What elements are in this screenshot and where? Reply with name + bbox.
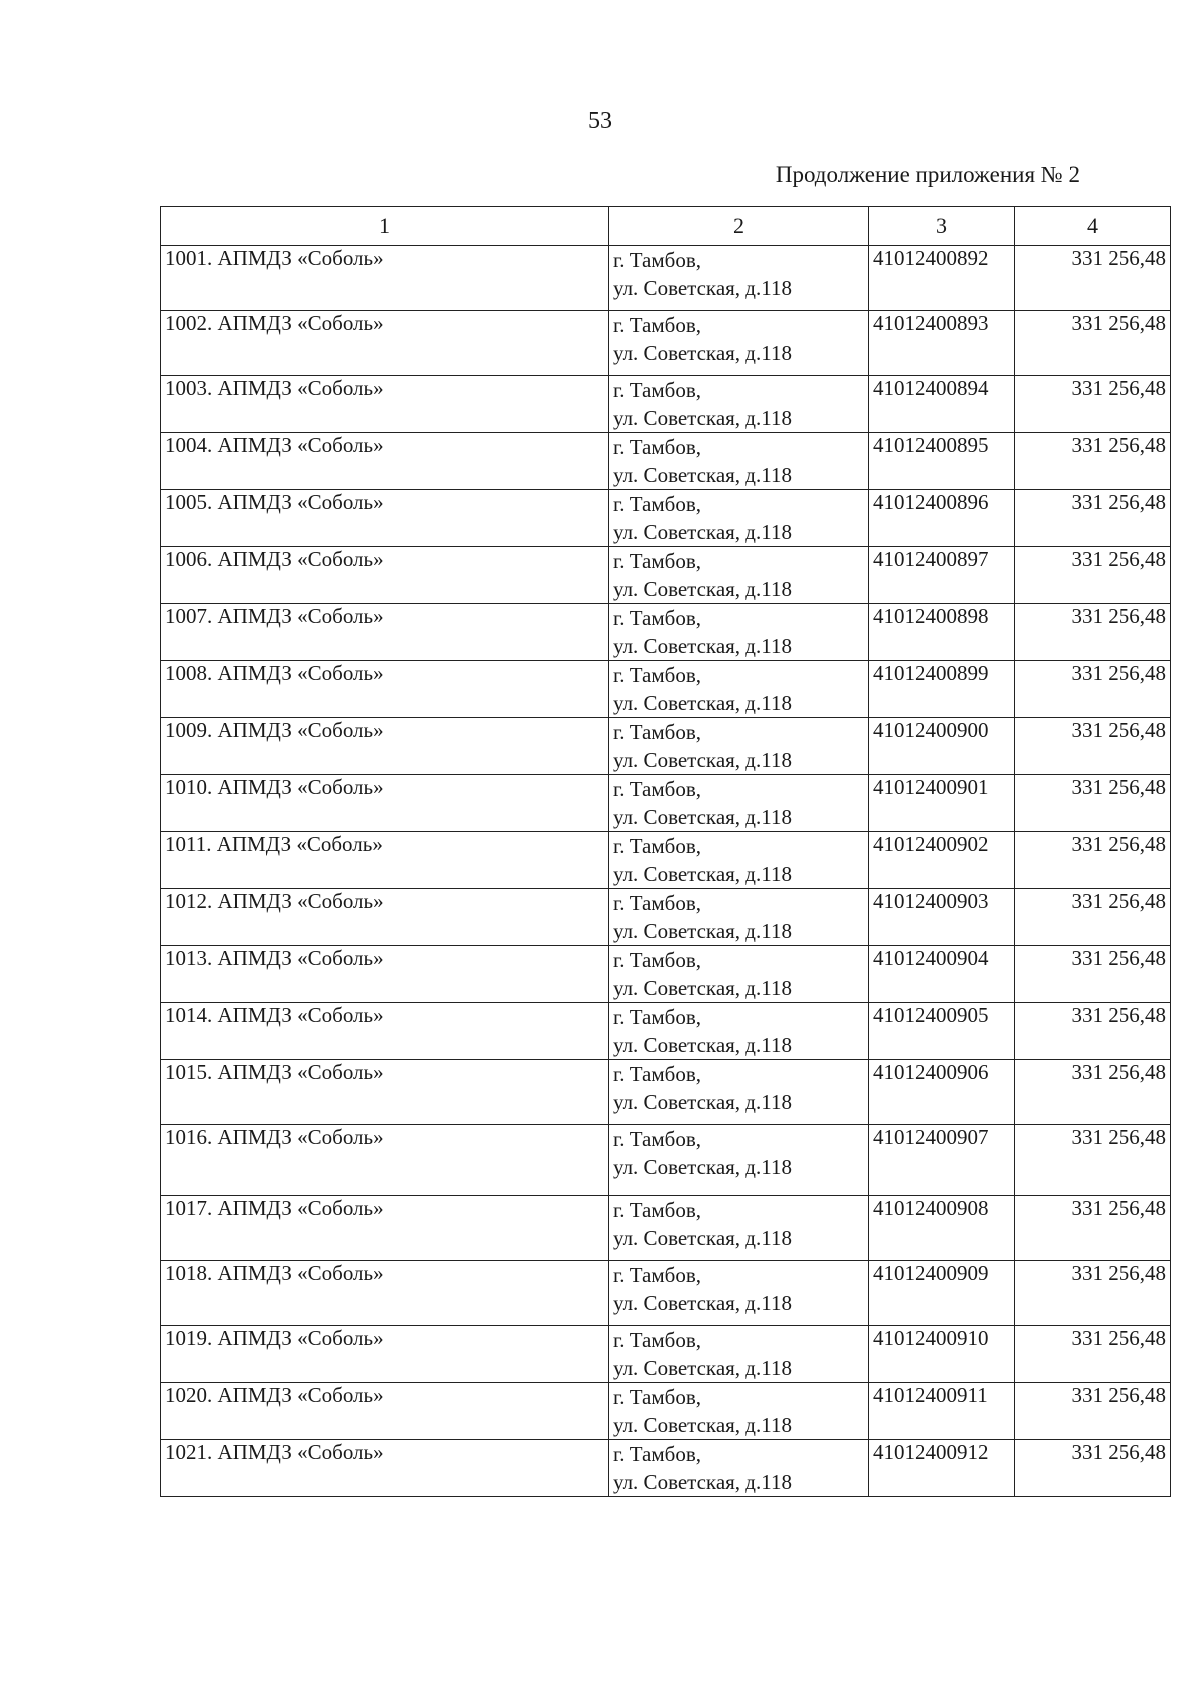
inventory-number-cell: 41012400910 bbox=[869, 1326, 1015, 1383]
address-street: ул. Советская, д.118 bbox=[613, 691, 792, 715]
inventory-number-cell: 41012400912 bbox=[869, 1440, 1015, 1497]
table-row bbox=[161, 547, 1171, 604]
inventory-number-cell: 41012400905 bbox=[869, 1003, 1015, 1060]
cost-cell: 331 256,48 bbox=[1015, 1440, 1171, 1497]
item-name-cell: 1017. АПМДЗ «Соболь» bbox=[161, 1196, 609, 1261]
address-street: ул. Советская, д.118 bbox=[613, 1033, 792, 1057]
address-city: г. Тамбов, bbox=[613, 1198, 702, 1222]
address-city: г. Тамбов, bbox=[613, 1328, 702, 1352]
inventory-number-cell: 41012400907 bbox=[869, 1125, 1015, 1196]
address-city: г. Тамбов, bbox=[613, 435, 702, 459]
table-body bbox=[161, 246, 1171, 1497]
table-row bbox=[161, 1196, 1171, 1261]
address-street: ул. Советская, д.118 bbox=[613, 406, 792, 430]
address-cell bbox=[609, 246, 869, 311]
address-cell bbox=[609, 661, 869, 718]
address-city: г. Тамбов, bbox=[613, 1127, 702, 1151]
cost-cell: 331 256,48 bbox=[1015, 376, 1171, 433]
inventory-number-cell: 41012400906 bbox=[869, 1060, 1015, 1125]
item-name-cell: 1013. АПМДЗ «Соболь» bbox=[161, 946, 609, 1003]
cost-cell: 331 256,48 bbox=[1015, 1125, 1171, 1196]
address-cell bbox=[609, 1326, 869, 1383]
inventory-number-cell: 41012400901 bbox=[869, 775, 1015, 832]
address-city: г. Тамбов, bbox=[613, 492, 702, 516]
inventory-table bbox=[160, 206, 1171, 1497]
cost-cell: 331 256,48 bbox=[1015, 1196, 1171, 1261]
address-street: ул. Советская, д.118 bbox=[613, 577, 792, 601]
address-cell bbox=[609, 889, 869, 946]
item-name-cell: 1014. АПМДЗ «Соболь» bbox=[161, 1003, 609, 1060]
cost-cell: 331 256,48 bbox=[1015, 1003, 1171, 1060]
address-cell bbox=[609, 547, 869, 604]
address-city: г. Тамбов, bbox=[613, 606, 702, 630]
column-header-1: 1 bbox=[161, 207, 609, 246]
cost-cell: 331 256,48 bbox=[1015, 246, 1171, 311]
inventory-number-cell: 41012400898 bbox=[869, 604, 1015, 661]
address-cell bbox=[609, 775, 869, 832]
address-cell bbox=[609, 1383, 869, 1440]
cost-cell: 331 256,48 bbox=[1015, 604, 1171, 661]
cost-cell: 331 256,48 bbox=[1015, 661, 1171, 718]
address-street: ул. Советская, д.118 bbox=[613, 463, 792, 487]
cost-cell: 331 256,48 bbox=[1015, 1326, 1171, 1383]
inventory-number-cell: 41012400894 bbox=[869, 376, 1015, 433]
address-city: г. Тамбов, bbox=[613, 313, 702, 337]
cost-cell: 331 256,48 bbox=[1015, 1383, 1171, 1440]
address-street: ул. Советская, д.118 bbox=[613, 919, 792, 943]
table-row bbox=[161, 311, 1171, 376]
continuation-label: Продолжение приложения № 2 bbox=[775, 162, 1080, 187]
address-city: г. Тамбов, bbox=[613, 777, 702, 801]
address-cell bbox=[609, 1196, 869, 1261]
address-city: г. Тамбов, bbox=[613, 1263, 702, 1287]
address-street: ул. Советская, д.118 bbox=[613, 1356, 792, 1380]
address-cell bbox=[609, 311, 869, 376]
address-city: г. Тамбов, bbox=[613, 834, 702, 858]
address-cell bbox=[609, 1125, 869, 1196]
address-street: ул. Советская, д.118 bbox=[613, 805, 792, 829]
page-number: 53 bbox=[588, 108, 612, 134]
cost-cell: 331 256,48 bbox=[1015, 889, 1171, 946]
item-name-cell: 1002. АПМДЗ «Соболь» bbox=[161, 311, 609, 376]
address-city: г. Тамбов, bbox=[613, 720, 702, 744]
address-city: г. Тамбов, bbox=[613, 948, 702, 972]
address-city: г. Тамбов, bbox=[613, 891, 702, 915]
table-row bbox=[161, 1326, 1171, 1383]
address-street: ул. Советская, д.118 bbox=[613, 748, 792, 772]
table-row bbox=[161, 1125, 1171, 1196]
table-row bbox=[161, 1003, 1171, 1060]
address-street: ул. Советская, д.118 bbox=[613, 276, 792, 300]
address-street: ул. Советская, д.118 bbox=[613, 1226, 792, 1250]
address-city: г. Тамбов, bbox=[613, 1442, 702, 1466]
table-row bbox=[161, 946, 1171, 1003]
inventory-number-cell: 41012400909 bbox=[869, 1261, 1015, 1326]
inventory-number-cell: 41012400899 bbox=[869, 661, 1015, 718]
column-header-3: 3 bbox=[869, 207, 1015, 246]
table-row bbox=[161, 1261, 1171, 1326]
address-cell bbox=[609, 376, 869, 433]
table-row bbox=[161, 1440, 1171, 1497]
inventory-number-cell: 41012400900 bbox=[869, 718, 1015, 775]
cost-cell: 331 256,48 bbox=[1015, 832, 1171, 889]
item-name-cell: 1005. АПМДЗ «Соболь» bbox=[161, 490, 609, 547]
cost-cell: 331 256,48 bbox=[1015, 1261, 1171, 1326]
address-city: г. Тамбов, bbox=[613, 1062, 702, 1086]
inventory-number-cell: 41012400902 bbox=[869, 832, 1015, 889]
cost-cell: 331 256,48 bbox=[1015, 490, 1171, 547]
address-city: г. Тамбов, bbox=[613, 378, 702, 402]
address-city: г. Тамбов, bbox=[613, 248, 702, 272]
cost-cell: 331 256,48 bbox=[1015, 775, 1171, 832]
item-name-cell: 1019. АПМДЗ «Соболь» bbox=[161, 1326, 609, 1383]
inventory-number-cell: 41012400892 bbox=[869, 246, 1015, 311]
table-row bbox=[161, 376, 1171, 433]
address-cell bbox=[609, 718, 869, 775]
item-name-cell: 1021. АПМДЗ «Соболь» bbox=[161, 1440, 609, 1497]
inventory-number-cell: 41012400903 bbox=[869, 889, 1015, 946]
address-cell bbox=[609, 832, 869, 889]
column-header-2: 2 bbox=[609, 207, 869, 246]
address-city: г. Тамбов, bbox=[613, 549, 702, 573]
cost-cell: 331 256,48 bbox=[1015, 547, 1171, 604]
item-name-cell: 1007. АПМДЗ «Соболь» bbox=[161, 604, 609, 661]
address-street: ул. Советская, д.118 bbox=[613, 1413, 792, 1437]
cost-cell: 331 256,48 bbox=[1015, 311, 1171, 376]
table-row bbox=[161, 718, 1171, 775]
item-name-cell: 1011. АПМДЗ «Соболь» bbox=[161, 832, 609, 889]
item-name-cell: 1003. АПМДЗ «Соболь» bbox=[161, 376, 609, 433]
address-cell bbox=[609, 1003, 869, 1060]
item-name-cell: 1020. АПМДЗ «Соболь» bbox=[161, 1383, 609, 1440]
inventory-number-cell: 41012400895 bbox=[869, 433, 1015, 490]
address-cell bbox=[609, 604, 869, 661]
item-name-cell: 1018. АПМДЗ «Соболь» bbox=[161, 1261, 609, 1326]
address-street: ул. Советская, д.118 bbox=[613, 1291, 792, 1315]
address-street: ул. Советская, д.118 bbox=[613, 634, 792, 658]
column-header-4: 4 bbox=[1015, 207, 1171, 246]
address-cell bbox=[609, 433, 869, 490]
address-cell bbox=[609, 1261, 869, 1326]
table-row bbox=[161, 490, 1171, 547]
inventory-number-cell: 41012400904 bbox=[869, 946, 1015, 1003]
item-name-cell: 1004. АПМДЗ «Соболь» bbox=[161, 433, 609, 490]
item-name-cell: 1001. АПМДЗ «Соболь» bbox=[161, 246, 609, 311]
table-row bbox=[161, 1383, 1171, 1440]
table-row bbox=[161, 1060, 1171, 1125]
cost-cell: 331 256,48 bbox=[1015, 718, 1171, 775]
item-name-cell: 1008. АПМДЗ «Соболь» bbox=[161, 661, 609, 718]
address-city: г. Тамбов, bbox=[613, 1005, 702, 1029]
address-street: ул. Советская, д.118 bbox=[613, 862, 792, 886]
table-row bbox=[161, 889, 1171, 946]
table-row bbox=[161, 775, 1171, 832]
table-row bbox=[161, 246, 1171, 311]
table-row bbox=[161, 604, 1171, 661]
cost-cell: 331 256,48 bbox=[1015, 1060, 1171, 1125]
address-cell bbox=[609, 1440, 869, 1497]
table-row bbox=[161, 661, 1171, 718]
item-name-cell: 1010. АПМДЗ «Соболь» bbox=[161, 775, 609, 832]
inventory-number-cell: 41012400897 bbox=[869, 547, 1015, 604]
inventory-number-cell: 41012400896 bbox=[869, 490, 1015, 547]
inventory-number-cell: 41012400911 bbox=[869, 1383, 1015, 1440]
address-street: ул. Советская, д.118 bbox=[613, 520, 792, 544]
address-city: г. Тамбов, bbox=[613, 663, 702, 687]
cost-cell: 331 256,48 bbox=[1015, 946, 1171, 1003]
item-name-cell: 1006. АПМДЗ «Соболь» bbox=[161, 547, 609, 604]
table-row bbox=[161, 832, 1171, 889]
item-name-cell: 1009. АПМДЗ «Соболь» bbox=[161, 718, 609, 775]
address-street: ул. Советская, д.118 bbox=[613, 341, 792, 365]
table-header-row bbox=[161, 207, 1171, 246]
address-street: ул. Советская, д.118 bbox=[613, 1470, 792, 1494]
item-name-cell: 1016. АПМДЗ «Соболь» bbox=[161, 1125, 609, 1196]
cost-cell: 331 256,48 bbox=[1015, 433, 1171, 490]
item-name-cell: 1015. АПМДЗ «Соболь» bbox=[161, 1060, 609, 1125]
address-cell bbox=[609, 946, 869, 1003]
table-row bbox=[161, 433, 1171, 490]
address-cell bbox=[609, 1060, 869, 1125]
address-street: ул. Советская, д.118 bbox=[613, 976, 792, 1000]
item-name-cell: 1012. АПМДЗ «Соболь» bbox=[161, 889, 609, 946]
address-street: ул. Советская, д.118 bbox=[613, 1090, 792, 1114]
address-cell bbox=[609, 490, 869, 547]
inventory-number-cell: 41012400908 bbox=[869, 1196, 1015, 1261]
inventory-number-cell: 41012400893 bbox=[869, 311, 1015, 376]
address-city: г. Тамбов, bbox=[613, 1385, 702, 1409]
address-street: ул. Советская, д.118 bbox=[613, 1155, 792, 1179]
